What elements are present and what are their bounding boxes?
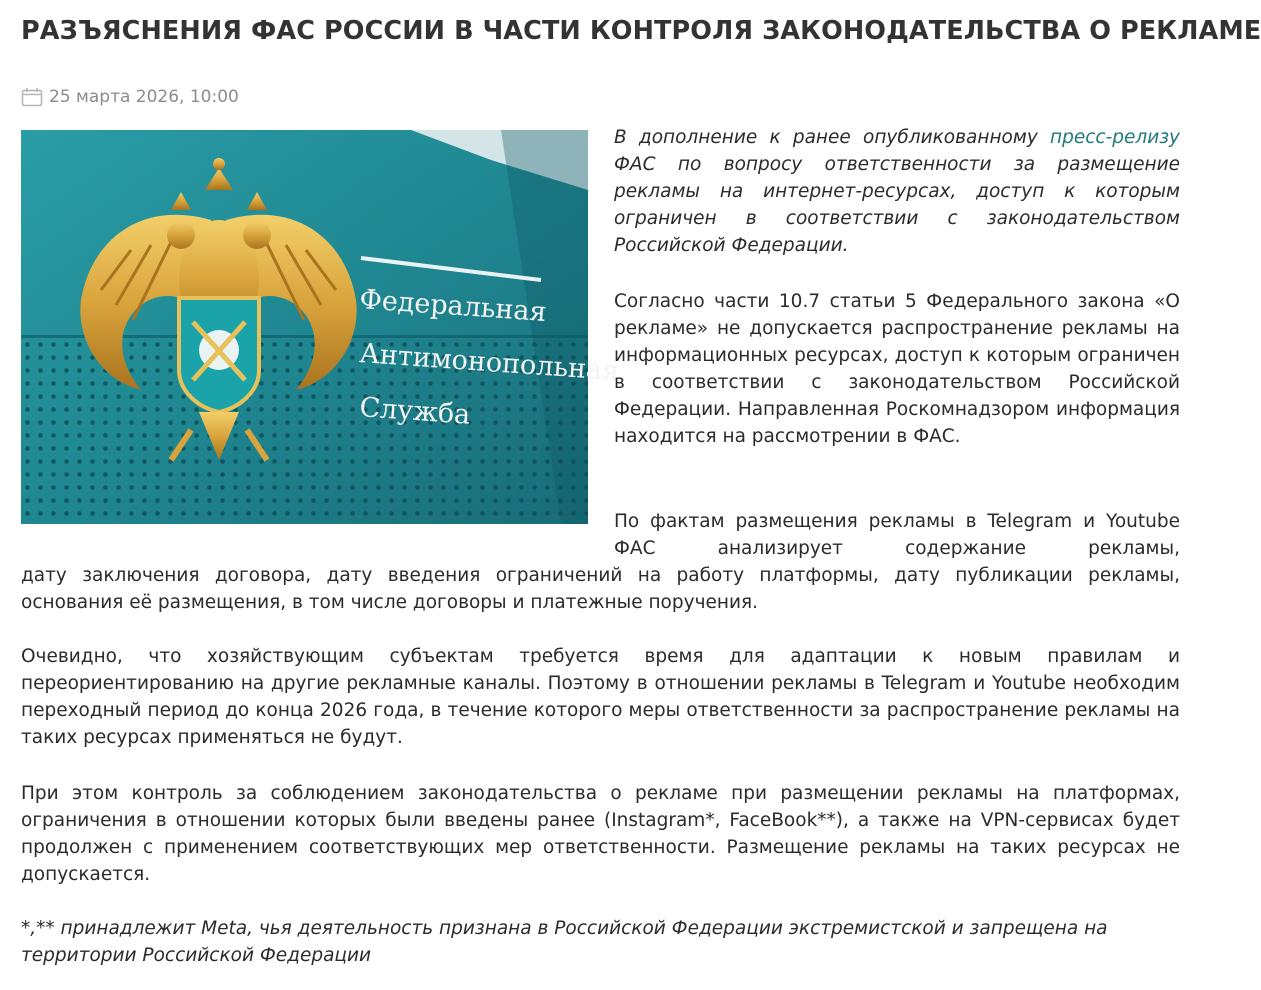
article-title: РАЗЪЯСНЕНИЯ ФАС РОССИИ В ЧАСТИ КОНТРОЛЯ ЗАКОНОДАТЕЛЬСТВА О РЕКЛАМЕ: [21, 16, 1261, 46]
publish-date-row: [21, 84, 239, 110]
article-photo: [21, 130, 621, 524]
paragraph-3-start: По фактам размещения рекламы в Telegram и Youtube ФАС анализирует содержание рекламы,: [614, 511, 1180, 559]
lead-text-before: В дополнение к ранее опубликованному: [614, 127, 1050, 148]
sign-line-3: Служба: [358, 392, 472, 431]
footnote: *,** принадлежит Meta, чья деятельность признана в Российской Федерации экстремистской и запрещена на территории Российской Федерации: [21, 918, 1108, 966]
lead-text-after: ФАС по вопросу ответственности за размещение рекламы на интернет-ресурсах, доступ к которым ограничен в соответствии с законодательством Российской Федерации.: [614, 154, 1180, 256]
lead-paragraph: [614, 124, 1180, 259]
publish-date: 25 марта 2026, 10:00: [49, 87, 239, 107]
sign-line-1: Федеральная: [358, 284, 548, 329]
press-release-link[interactable]: пресс-релизу: [1050, 127, 1180, 148]
paragraph-3-end: дату заключения договора, дату введения ограничений на работу платформы, дату публикации рекламы, основания её размещения, в том числе договоры и платежные поручения.: [21, 565, 1180, 613]
calendar-icon: [21, 87, 43, 107]
paragraph-2: Согласно части 10.7 статьи 5 Федерального закона «О рекламе» не допускается распространение рекламы на информационных ресурсах, доступ к которым ограничен в соответствии с законодательством Российской Федерации. Направленная Роскомнадзором информация находится на рассмотрении в ФАС.: [614, 291, 1180, 447]
sign-line-2: Антимонопольная: [358, 338, 621, 388]
paragraph-5: При этом контроль за соблюдением законодательства о рекламе при размещении рекламы на платформах, ограничения в отношении которых были введены ранее (Instagram*, FaceBook**), а также на VPN-сервисах будет продолжен с применением соответствующих мер ответственности. Размещение рекламы на таких ресурсах не допускается.: [21, 783, 1180, 885]
paragraph-4: Очевидно, что хозяйствующим субъектам требуется время для адаптации к новым правилам и переориентированию на другие рекламные каналы. Поэтому в отношении рекламы в Telegram и Youtube необходим переходный период до конца 2026 года, в течение которого меры ответственности за распространение рекламы на таких ресурсах применяться не будут.: [21, 646, 1180, 748]
